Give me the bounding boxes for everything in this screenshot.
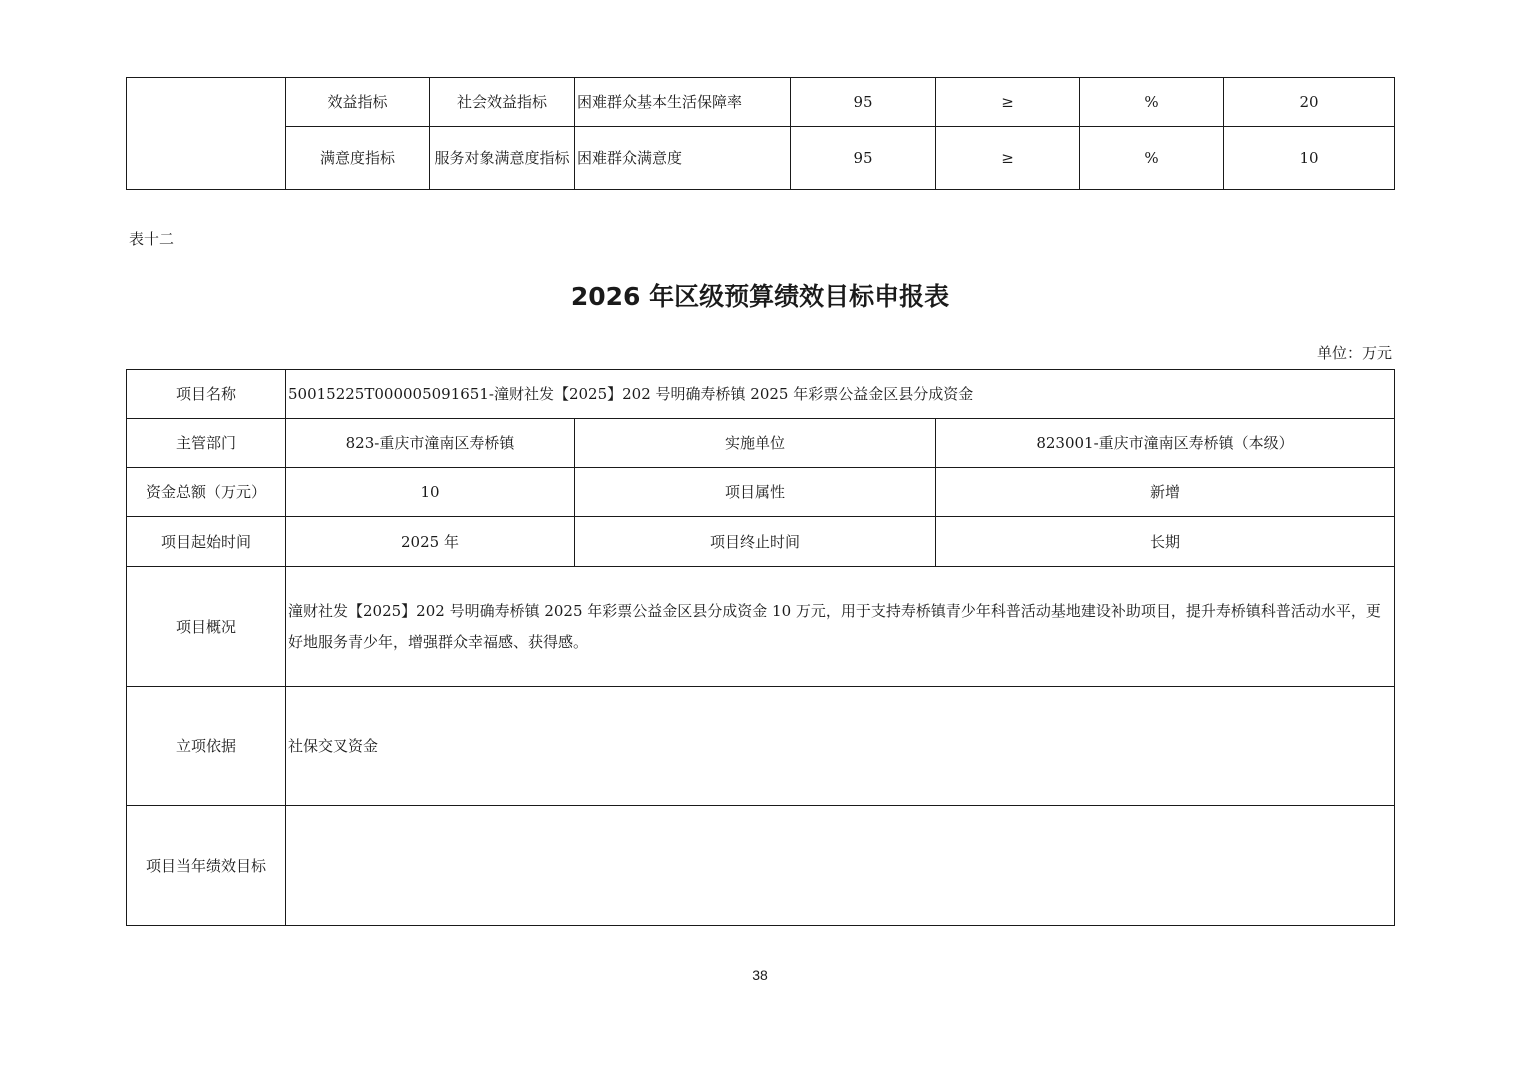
level3-indicator-cell: 服务对象满意度指标	[430, 127, 575, 190]
operator-cell: ≥	[936, 78, 1080, 127]
unit-cell: %	[1080, 78, 1224, 127]
impl-unit-label: 实施单位	[575, 419, 936, 468]
project-attr-value: 新增	[936, 468, 1395, 517]
table-row	[127, 567, 1395, 687]
project-name-value: 50015225T000005091651-潼财社发【2025】202 号明确寿桥镇 2025 年彩票公益金区县分成资金	[286, 370, 1395, 419]
page-title: 2026 年区级预算绩效目标申报表	[570, 282, 950, 311]
page-number: 38	[752, 967, 768, 983]
project-attr-label: 项目属性	[575, 468, 936, 517]
basis-value: 社保交叉资金	[286, 687, 1395, 806]
budget-target-form	[126, 369, 1395, 926]
table-number-label: 表十二	[129, 230, 175, 248]
table-row	[127, 687, 1395, 806]
end-time-value: 长期	[936, 517, 1395, 567]
annual-goal-label: 项目当年绩效目标	[127, 806, 286, 926]
operator-cell: ≥	[936, 127, 1080, 190]
level1-cell-empty	[127, 78, 286, 190]
overview-label: 项目概况	[127, 567, 286, 687]
table-row	[127, 468, 1395, 517]
level2-indicator-cell: 效益指标	[286, 78, 430, 127]
level3-indicator-cell: 社会效益指标	[430, 78, 575, 127]
dept-label: 主管部门	[127, 419, 286, 468]
table-row	[127, 517, 1395, 567]
table-row	[127, 806, 1395, 926]
table-row	[127, 419, 1395, 468]
start-time-value: 2025 年	[286, 517, 575, 567]
table-row	[127, 370, 1395, 419]
indicator-value-cell: 95	[791, 78, 936, 127]
table-row	[127, 127, 1395, 190]
basis-label: 立项依据	[127, 687, 286, 806]
impl-unit-value: 823001-重庆市潼南区寿桥镇（本级）	[936, 419, 1395, 468]
indicator-name-cell: 困难群众基本生活保障率	[575, 78, 791, 127]
dept-value: 823-重庆市潼南区寿桥镇	[286, 419, 575, 468]
indicator-value-cell: 95	[791, 127, 936, 190]
overview-value: 潼财社发【2025】202 号明确寿桥镇 2025 年彩票公益金区县分成资金 10 万元，用于支持寿桥镇青少年科普活动基地建设补助项目，提升寿桥镇科普活动水平，更好地服务青少年，增强群众幸福感、获得感。	[286, 567, 1395, 687]
table-row	[127, 78, 1395, 127]
indicator-table-continued	[126, 77, 1395, 190]
start-time-label: 项目起始时间	[127, 517, 286, 567]
weight-cell: 20	[1224, 78, 1395, 127]
total-funds-value: 10	[286, 468, 575, 517]
level2-indicator-cell: 满意度指标	[286, 127, 430, 190]
weight-cell: 10	[1224, 127, 1395, 190]
unit-cell: %	[1080, 127, 1224, 190]
project-name-label: 项目名称	[127, 370, 286, 419]
total-funds-label: 资金总额（万元）	[127, 468, 286, 517]
unit-label: 单位：万元	[1316, 344, 1392, 362]
annual-goal-value	[286, 806, 1395, 926]
end-time-label: 项目终止时间	[575, 517, 936, 567]
indicator-name-cell: 困难群众满意度	[575, 127, 791, 190]
